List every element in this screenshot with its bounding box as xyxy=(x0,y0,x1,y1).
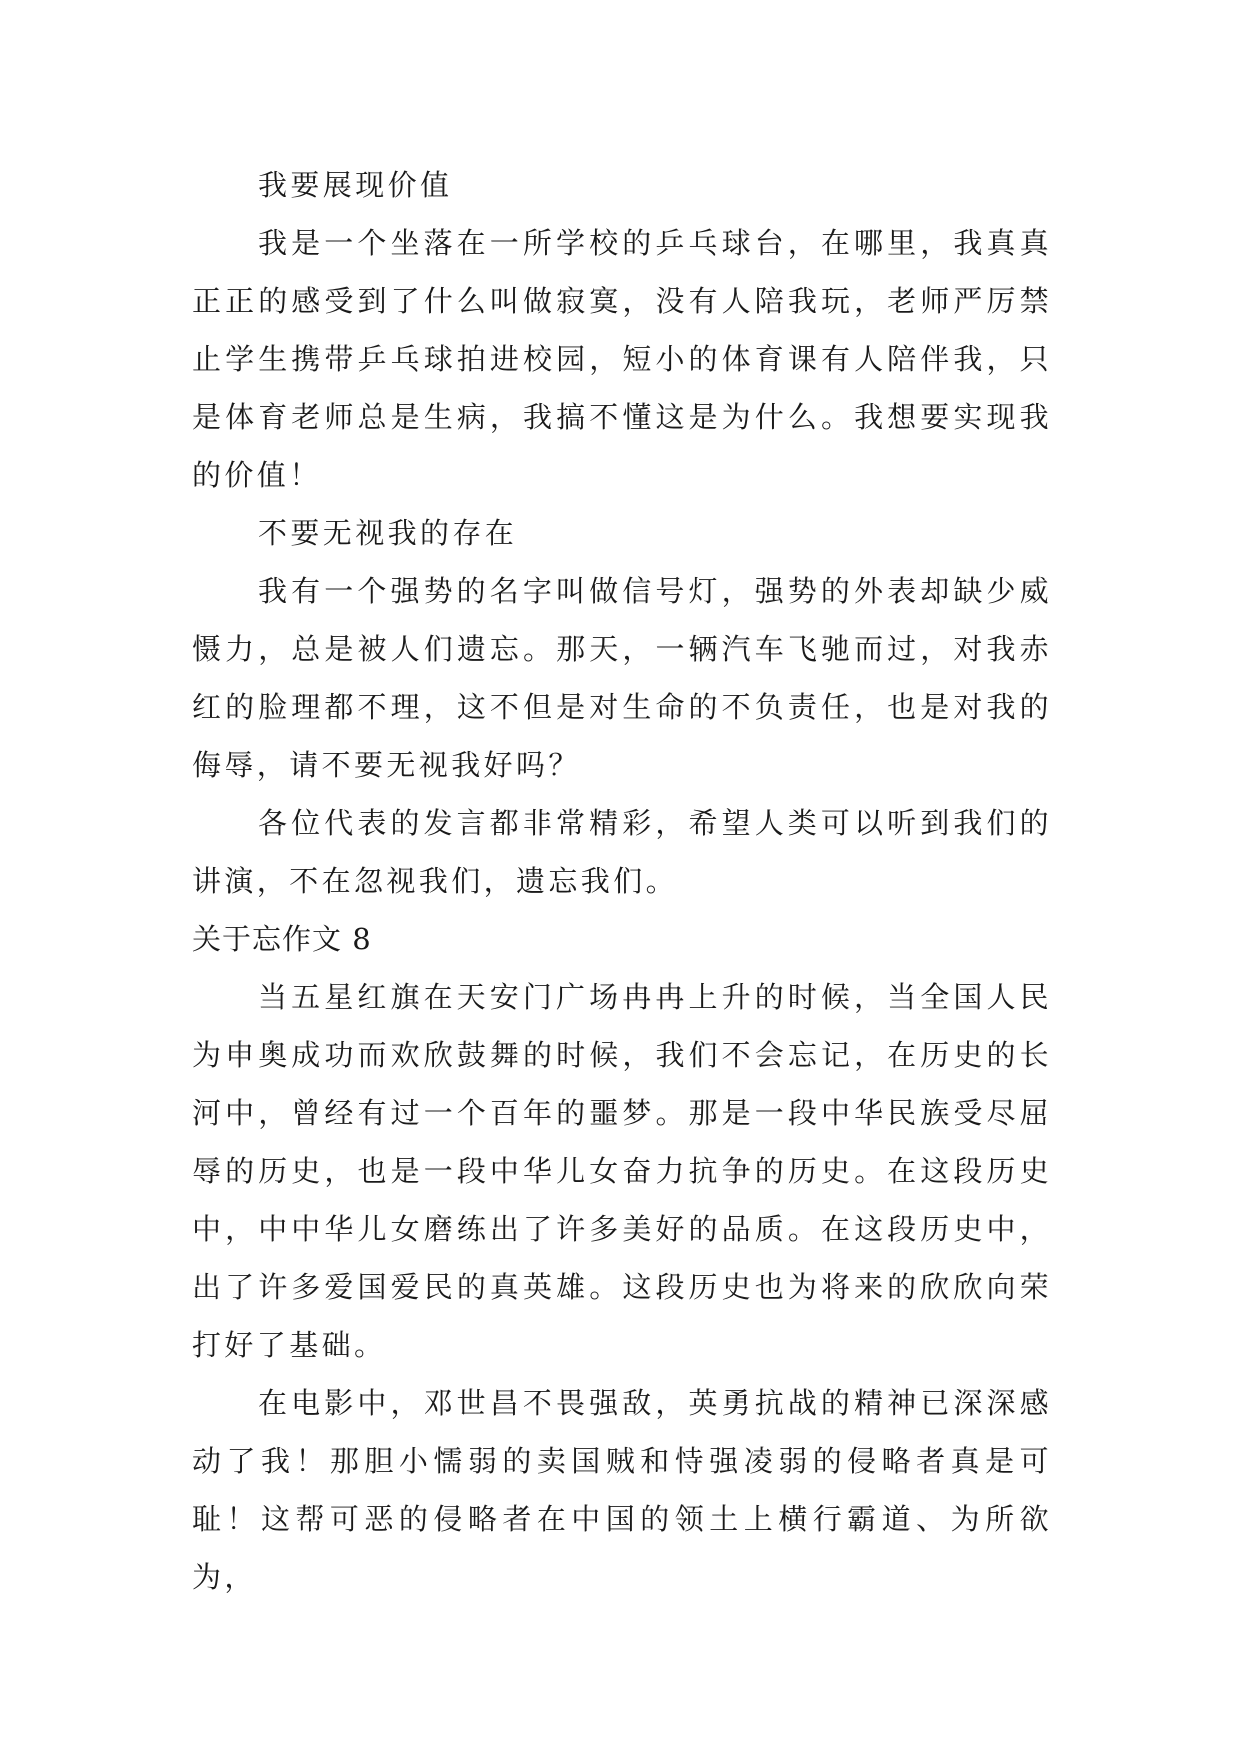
document-body xyxy=(192,156,1052,1606)
paragraph-ping-pong-table: 我是一个坐落在一所学校的乒乓球台，在哪里，我真真正正的感受到了什么叫做寂寞，没有人陪我玩，老师严厉禁止学生携带乒乓球拍进校园，短小的体育课有人陪伴我，只是体育老师总是生病，我搞不懂这是为什么。我想要实现我的价值！ xyxy=(192,226,1052,492)
section-heading-value: 我要展现价值 xyxy=(258,168,453,202)
paragraph-traffic-light: 我有一个强势的名字叫做信号灯，强势的外表却缺少威慑力，总是被人们遗忘。那天，一辆汽车飞驰而过，对我赤红的脸理都不理，这不但是对生命的不负责任，也是对我的侮辱，请不要无视我好吗？ xyxy=(192,574,1052,782)
paragraph-closing-remarks: 各位代表的发言都非常精彩，希望人类可以听到我们的讲演，不在忽视我们，遗忘我们。 xyxy=(192,806,1052,898)
section-heading-existence: 不要无视我的存在 xyxy=(258,516,518,550)
paragraph-history: 当五星红旗在天安门广场冉冉上升的时候，当全国人民为申奥成功而欢欣鼓舞的时候，我们不会忘记，在历史的长河中，曾经有过一个百年的噩梦。那是一段中华民族受尽屈辱的历史，也是一段中华儿女奋力抗争的历史。在这段历史中，中中华儿女磨练出了许多美好的品质。在这段历史中，出了许多爱国爱民的真英雄。这段历史也为将来的欣欣向荣打好了基础。 xyxy=(192,980,1052,1362)
essay-title: 关于忘作文 8 xyxy=(192,922,372,956)
paragraph-movie: 在电影中，邓世昌不畏强敌，英勇抗战的精神已深深感动了我！那胆小懦弱的卖国贼和恃强凌弱的侵略者真是可耻！这帮可恶的侵略者在中国的领土上横行霸道、为所欲为， xyxy=(192,1386,1052,1594)
